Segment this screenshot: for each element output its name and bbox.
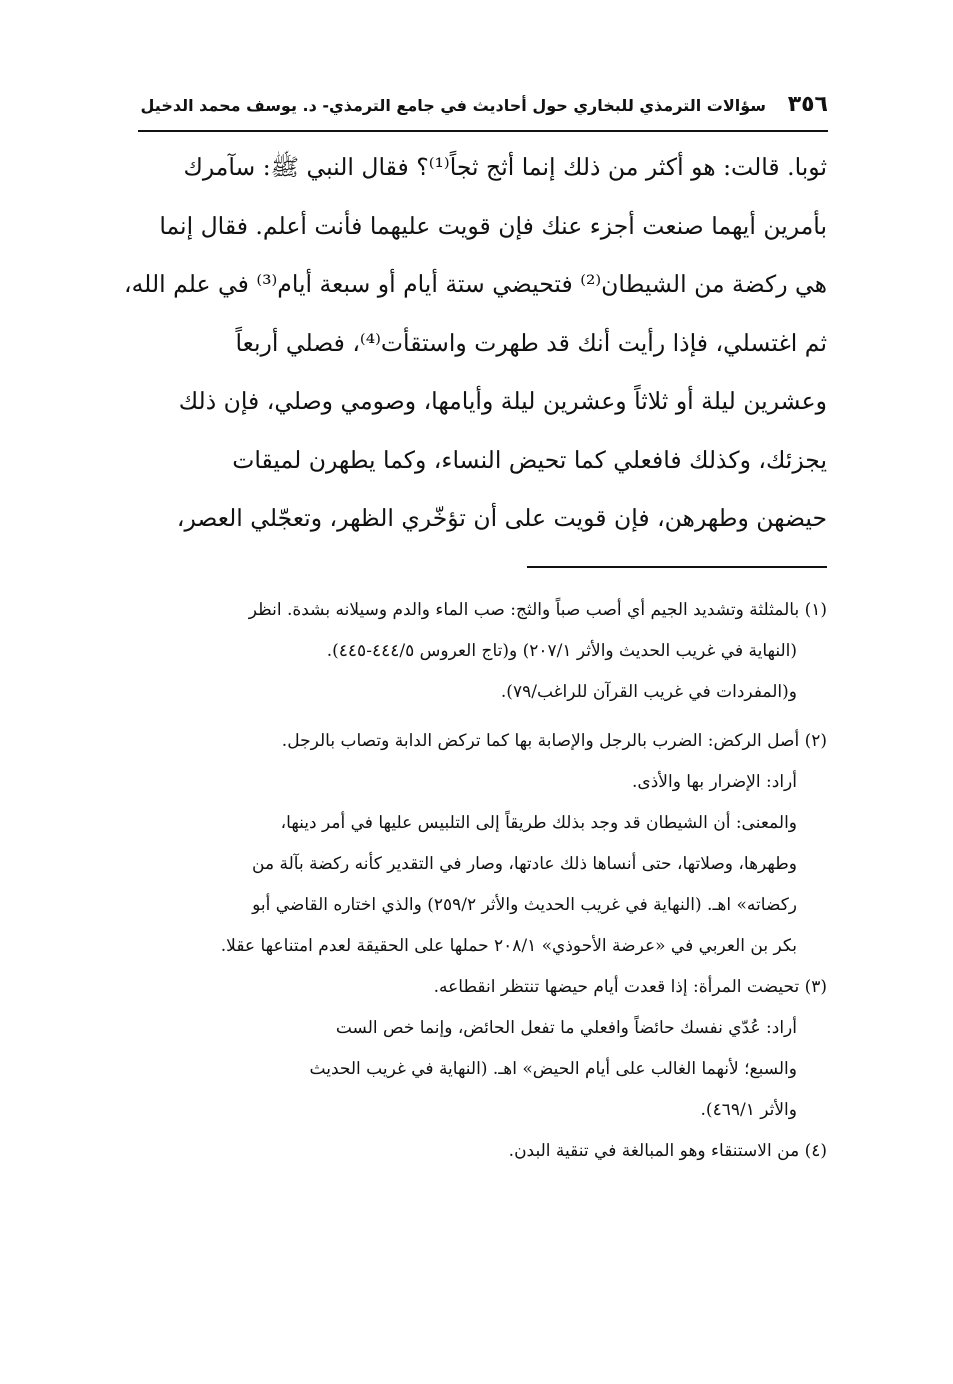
- footnote-line: و(المفردات في غريب القرآن للراغب/٧٩).: [500, 682, 797, 702]
- footnote-line: وطهرها، وصلاتها، حتى أنساها ذلك عادتها، وصار في التقدير كأنه ركضة بآلة من: [252, 854, 797, 874]
- text-line: هي ركضة من الشيطان⁽²⁾ فتحيضي ستة أيام أو سبعة أيام⁽³⁾ في علم الله،: [124, 270, 827, 298]
- footnote-2: [120, 721, 827, 967]
- main-text: [117, 138, 827, 548]
- footnote-line: أراد: عُدّي نفسك حائضاً وافعلي ما تفعل الحائض، وإنما خص الست: [335, 1018, 797, 1038]
- text-line: بأمرين أيهما صنعت أجزء عنك فإن قويت عليهما فأنت أعلم. فقال إنما: [159, 211, 827, 240]
- footnote-1: [120, 590, 827, 713]
- footnote-line: (٢) أصل الركض: الضرب بالرجل والإصابة بها كما تركض الدابة وتصاب بالرجل.: [281, 731, 827, 751]
- footnote-line: (١) بالمثلثة وتشديد الجيم أي أصب صباً والثج: صب الماء والدم وسيلانه بشدة. انظر: [248, 600, 827, 620]
- footnote-4: [120, 1131, 827, 1172]
- text-line: ثوبا. قالت: هو أكثر من ذلك إنما أثج ثجاً⁽¹⁾؟ فقال النبي ﷺ: سآمرك: [183, 153, 827, 181]
- footnote-3: [120, 967, 827, 1131]
- running-title: سؤالات الترمذي للبخاري حول أحاديث في جامع الترمذي- د. يوسف محمد الدخيل: [140, 96, 766, 115]
- page-number: ٣٥٦: [787, 92, 828, 117]
- footnotes: [120, 590, 827, 1172]
- text-line: ثم اغتسلي، فإذا رأيت أنك قد طهرت واستقأت⁽⁴⁾، فصلي أربعاً: [235, 328, 827, 357]
- text-line: حيضهن وطهرهن، فإن قويت على أن تؤخّري الظهر، وتعجّلي العصر،: [176, 504, 827, 532]
- page-header: [138, 92, 828, 132]
- footnote-line: والمعنى: أن الشيطان قد وجد بذلك طريقاً إلى التلبيس عليها في أمر دينها،: [280, 813, 797, 833]
- text-line: يجزئك، وكذلك فافعلي كما تحيض النساء، وكما يطهرن لميقات: [232, 445, 827, 474]
- footnote-line: (٤) من الاستنقاء وهو المبالغة في تنقية البدن.: [508, 1141, 827, 1161]
- footnote-line: أراد: الإضرار بها والأذى.: [632, 772, 797, 792]
- footnote-line: والسبع؛ لأنهما الغالب على أيام الحيض» اهـ. (النهاية في غريب الحديث: [309, 1059, 797, 1079]
- footnote-line: ركضاته» اهـ. (النهاية في غريب الحديث والأثر ٢٥٩/٢) والذي اختاره القاضي أبو: [252, 895, 797, 915]
- footnote-line: (٣) تحيضت المرأة: إذا قعدت أيام حيضها تنتظر انقطاعه.: [433, 977, 827, 997]
- footnote-line: (النهاية في غريب الحديث والأثر ٢٠٧/١) و(تاج العروس ٤٤٤/٥-٤٤٥).: [326, 641, 797, 661]
- footnote-line: والأثر ٤٦٩/١).: [700, 1100, 797, 1120]
- text-line: وعشرين ليلة أو ثلاثاً وعشرين ليلة وأيامها، وصومي وصلي، فإن ذلك: [178, 387, 827, 415]
- footnote-line: بكر بن العربي في «عرضة الأحوذي» ٢٠٨/١ حملها على الحقيقة لعدم امتناعها عقلا.: [220, 936, 797, 956]
- footnote-separator: [527, 566, 827, 568]
